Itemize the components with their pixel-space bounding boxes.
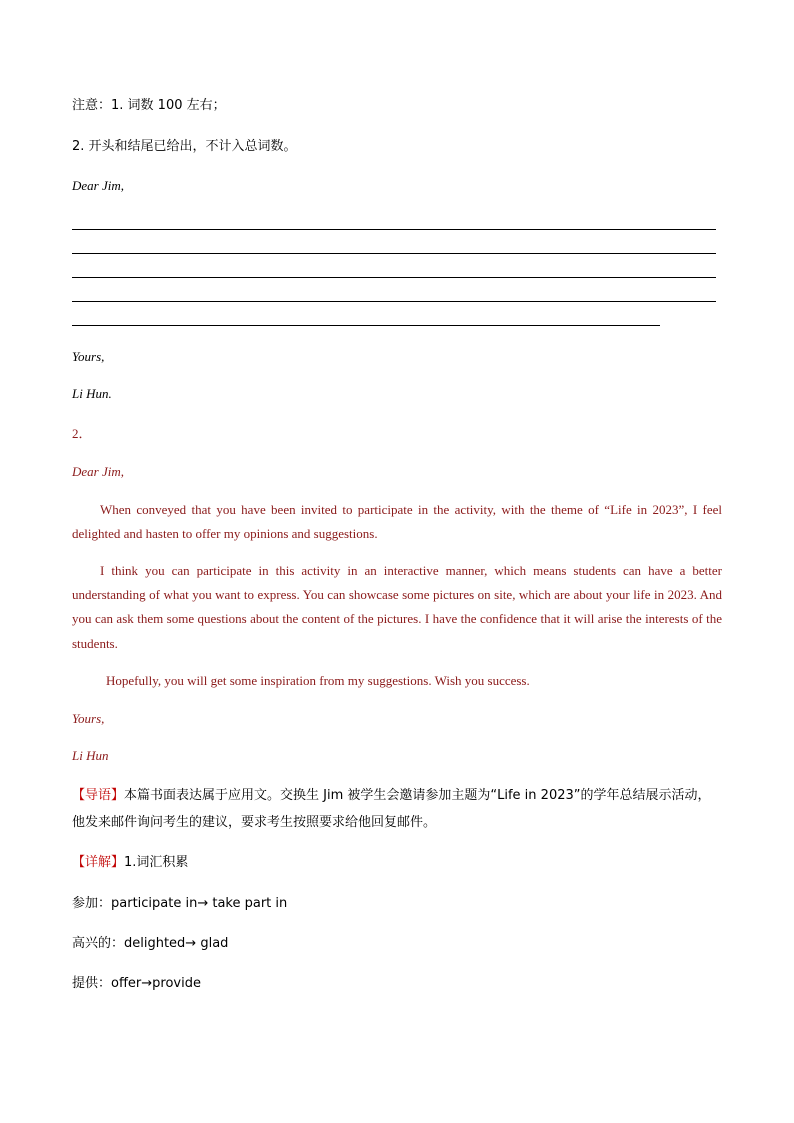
writing-line-2: [72, 253, 716, 254]
note-opening-closing: 2. 开头和结尾已给出，不计入总词数。: [72, 139, 297, 154]
answer-greeting: Dear Jim,: [72, 464, 124, 479]
writing-line-1: [72, 229, 716, 230]
template-greeting: Dear Jim,: [72, 178, 124, 193]
answer-paragraph-3: Hopefully, you will get some inspiration from my suggestions. Wish you success.: [106, 673, 530, 688]
template-signature: Li Hun.: [72, 386, 112, 401]
answer-signature: Li Hun: [72, 748, 109, 763]
detail-tag: 【详解】: [72, 855, 125, 870]
answer-closing: Yours,: [72, 711, 105, 726]
note-word-count: 注意：1. 词数 100 左右；: [72, 98, 226, 113]
guide-line-2: 他发来邮件询问考生的建议，要求考生按照要求给他回复邮件。: [72, 815, 437, 830]
writing-line-5: [72, 325, 660, 326]
guide-tag: 【导语】: [72, 788, 125, 803]
writing-line-3: [72, 277, 716, 278]
vocab-item-2: 高兴的：delighted→ glad: [72, 936, 229, 951]
template-closing: Yours,: [72, 349, 105, 364]
guide-text-1: 本篇书面表达属于应用文。交换生 Jim 被学生会邀请参加主题为“Life in 2023”的学年总结展示活动，: [124, 788, 711, 803]
vocab-item-3: 提供：offer→provide: [72, 976, 201, 991]
answer-number: 2．: [72, 426, 92, 441]
answer-paragraph-1: When conveyed that you have been invited to participate in the activity, with the theme of “Life in 2023”, I feel delighted and hasten to offer my opinions and suggestions.: [72, 502, 722, 542]
detail-title: 1.词汇积累: [124, 855, 189, 870]
detail-heading: [72, 854, 188, 872]
guide-line-1: [72, 787, 711, 805]
answer-paragraph-2: I think you can participate in this activity in an interactive manner, which means students can have a better understanding of what you want to express. You can showcase some pictures on site, which are about your life in 2023. And you can ask them some questions about the content of the pictures. I have the confidence that it will arise the interests of the students.: [72, 563, 722, 651]
writing-line-4: [72, 301, 716, 302]
vocab-item-1: 参加：participate in→ take part in: [72, 896, 288, 911]
